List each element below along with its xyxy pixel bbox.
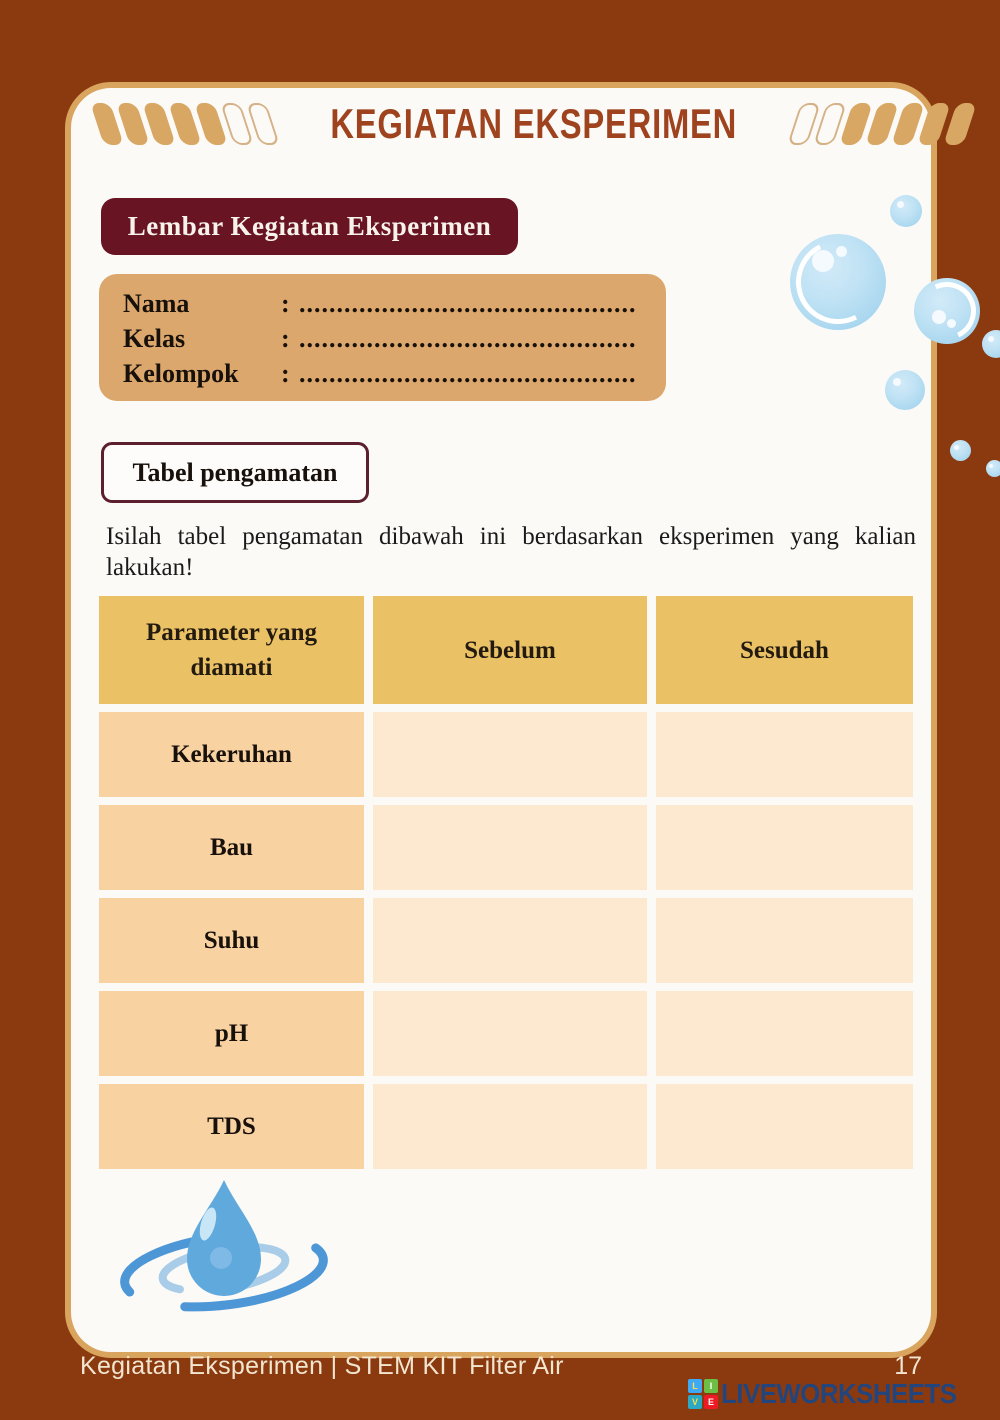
answer-cell-bau-sesudah[interactable] xyxy=(656,805,913,890)
identity-form xyxy=(99,274,666,401)
water-drop-ripple-icon xyxy=(107,1174,341,1314)
section-title: Tabel pengamatan xyxy=(132,457,338,487)
answer-cell-ph-sebelum[interactable] xyxy=(373,991,647,1076)
section-title-box xyxy=(101,442,369,503)
worksheet-title-badge-label: Lembar Kegiatan Eksperimen xyxy=(127,211,492,241)
nama-label: Nama xyxy=(123,289,190,318)
answer-cell-suhu-sebelum[interactable] xyxy=(373,898,647,983)
bubble-icon xyxy=(986,460,1000,477)
observation-table xyxy=(99,596,913,1169)
identity-row-nama xyxy=(123,290,642,319)
slash-stripes-right-icon xyxy=(794,103,970,145)
logo-square-l: L xyxy=(688,1379,702,1393)
colon: : xyxy=(281,289,290,318)
page-title: KEGIATAN EKSPERIMEN xyxy=(330,100,738,147)
bubble-icon xyxy=(950,440,971,461)
kelompok-label: Kelompok xyxy=(123,359,239,389)
bubble-icon xyxy=(982,330,1000,358)
kelas-label: Kelas xyxy=(123,324,186,354)
answer-cell-tds-sebelum[interactable] xyxy=(373,1084,647,1169)
header xyxy=(71,100,931,148)
parameter-cell-bau: Bau xyxy=(99,805,364,890)
table-header-sesudah: Sesudah xyxy=(656,596,913,704)
identity-row-kelompok xyxy=(123,360,642,389)
table-header-parameter: Parameter yang diamati xyxy=(99,596,364,704)
footer-page-number: 17 xyxy=(894,1352,922,1380)
parameter-cell-ph: pH xyxy=(99,991,364,1076)
nama-dotted-line[interactable]: ............................................. xyxy=(299,290,637,318)
answer-cell-bau-sebelum[interactable] xyxy=(373,805,647,890)
liveworksheets-logo[interactable] xyxy=(688,1378,977,1410)
answer-cell-tds-sesudah[interactable] xyxy=(656,1084,913,1169)
bubble-icon xyxy=(790,234,886,330)
kelompok-dotted-line[interactable]: ............................................. xyxy=(299,360,637,389)
logo-square-i: I xyxy=(704,1379,718,1393)
answer-cell-kekeruhan-sebelum[interactable] xyxy=(373,712,647,797)
colon: : xyxy=(281,324,290,354)
logo-square-v: V xyxy=(688,1395,702,1409)
parameter-cell-kekeruhan: Kekeruhan xyxy=(99,712,364,797)
liveworksheets-squares-icon xyxy=(688,1379,718,1409)
footer-credit: Kegiatan Eksperimen | STEM KIT Filter Air xyxy=(80,1352,564,1380)
bubble-icon xyxy=(885,370,925,410)
logo-square-e: E xyxy=(704,1395,718,1409)
liveworksheets-wordmark: LIVEWORKSHEETS xyxy=(721,1378,957,1409)
parameter-cell-tds: TDS xyxy=(99,1084,364,1169)
colon: : xyxy=(281,359,290,389)
answer-cell-suhu-sesudah[interactable] xyxy=(656,898,913,983)
identity-row-kelas xyxy=(123,325,642,354)
slash-stripes-left-icon xyxy=(97,103,273,145)
worksheet-title-badge xyxy=(101,198,518,255)
parameter-cell-suhu: Suhu xyxy=(99,898,364,983)
table-header-sebelum: Sebelum xyxy=(373,596,647,704)
bubble-icon xyxy=(890,195,922,227)
answer-cell-ph-sesudah[interactable] xyxy=(656,991,913,1076)
instruction-text: Isilah tabel pengamatan dibawah ini berdasarkan eksperimen yang kalian lakukan! xyxy=(106,523,916,581)
bubble-icon xyxy=(914,278,980,344)
kelas-dotted-line[interactable]: ............................................. xyxy=(299,325,637,354)
answer-cell-kekeruhan-sesudah[interactable] xyxy=(656,712,913,797)
